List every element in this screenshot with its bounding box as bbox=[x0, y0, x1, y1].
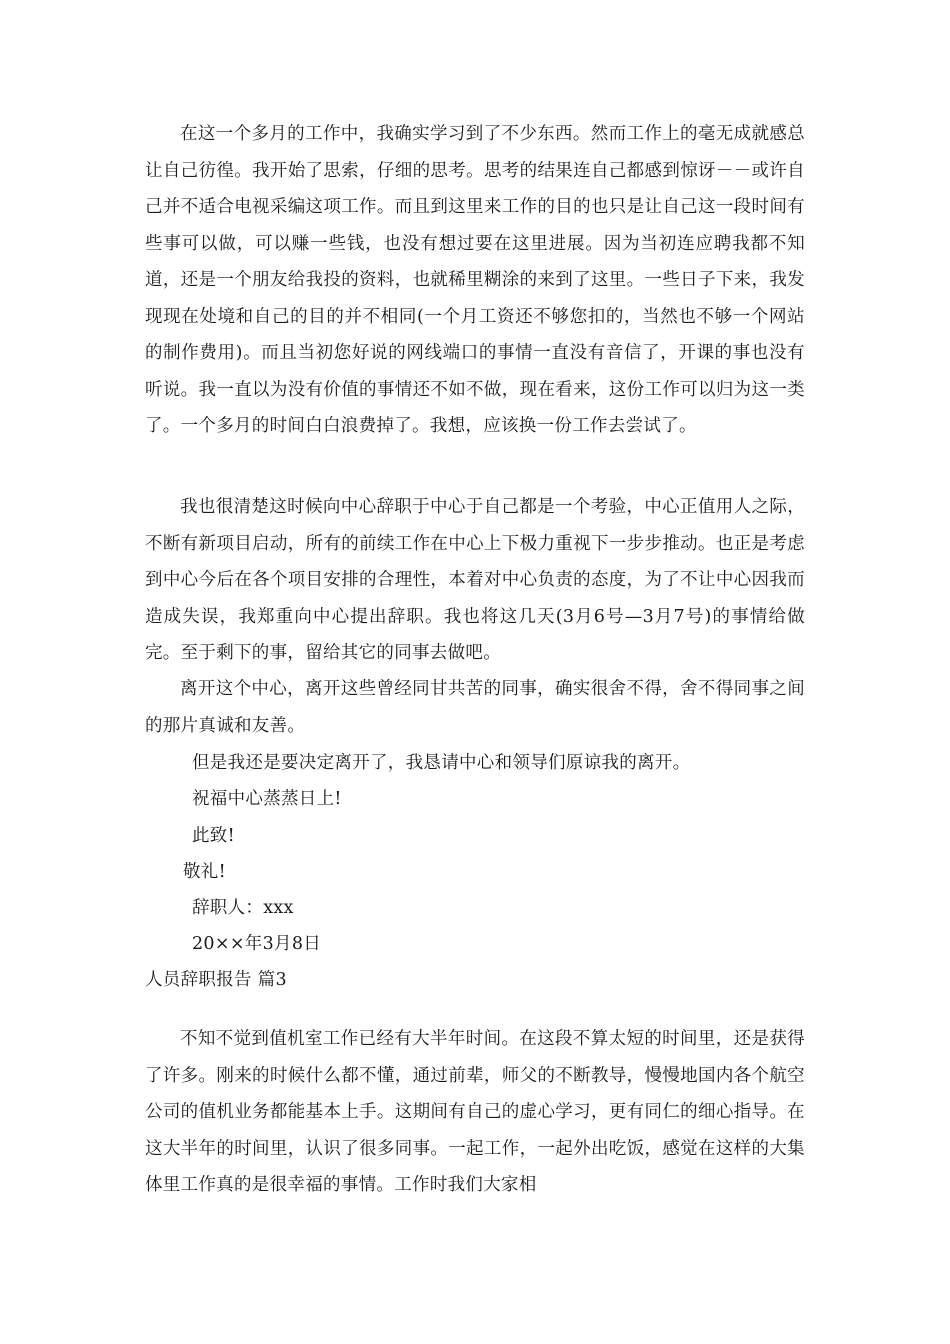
signer-line: 辞职人：xxx bbox=[192, 898, 294, 918]
body-paragraph-1: 在这一个多月的工作中，我确实学习到了不少东西。然而工作上的毫无成就感总让自己彷徨。我开始了思索，仔细的思考。思考的结果连自己都感到惊讶－－或许自己并不适合电视采编这项工作。而且到这里来工作的目的也只是让自己这一段时间有些事可以做，可以赚一些钱，也没有想过要在这里进展。因为当初连应聘我都不知道，还是一个朋友给我投的资料，也就稀里糊涂的来到了这里。一些日子下来，我发现现在处境和自己的目的并不相同(一个月工资还不够您扣的，当然也不够一个网站的制作费用)。而且当初您好说的网线端口的事情一直没有音信了，开课的事也没有听说。我一直以为没有价值的事情还不如不做，现在看来，这份工作可以归为这一类了。一个多月的时间白白浪费掉了。我想，应该换一份工作去尝试了。 bbox=[145, 124, 805, 436]
closing-salute: 敬礼! bbox=[183, 862, 226, 882]
closing-apology: 但是我还是要决定离开了，我恳请中心和领导们原谅我的离开。 bbox=[192, 753, 691, 773]
body-paragraph-4: 不知不觉到值机室工作已经有大半年时间。在这段不算太短的时间里，还是获得了许多。刚来的时候什么都不懂，通过前辈，师父的不断教导，慢慢地国内各个航空公司的值机业务都能基本上手。这期间有自己的虚心学习，更有同仁的细心指导。在这大半年的时间里，认识了很多同事。一起工作，一起外出吃饭，感觉在这样的大集体里工作真的是很幸福的事情。工作时我们大家相 bbox=[145, 1029, 805, 1195]
body-paragraph-3: 离开这个中心，离开这些曾经同甘共苦的同事，确实很舍不得，舍不得同事之间的那片真诚和友善。 bbox=[145, 679, 805, 736]
body-paragraph-2: 我也很清楚这时候向中心辞职于中心于自己都是一个考验，中心正值用人之际，不断有新项目启动，所有的前续工作在中心上下极力重视下一步步推动。也正是考虑到中心今后在各个项目安排的合理性，本着对中心负责的态度，为了不让中心因我而造成失误，我郑重向中心提出辞职。我也将这几天(3月6号—3月7号)的事情给做完。至于剩下的事，留给其它的同事去做吧。 bbox=[145, 497, 805, 663]
closing-wish: 祝福中心蒸蒸日上! bbox=[192, 789, 342, 809]
date-line: 20××年3月8日 bbox=[192, 934, 322, 954]
closing-to: 此致! bbox=[192, 826, 235, 846]
section-heading: 人员辞职报告 篇3 bbox=[145, 970, 287, 990]
